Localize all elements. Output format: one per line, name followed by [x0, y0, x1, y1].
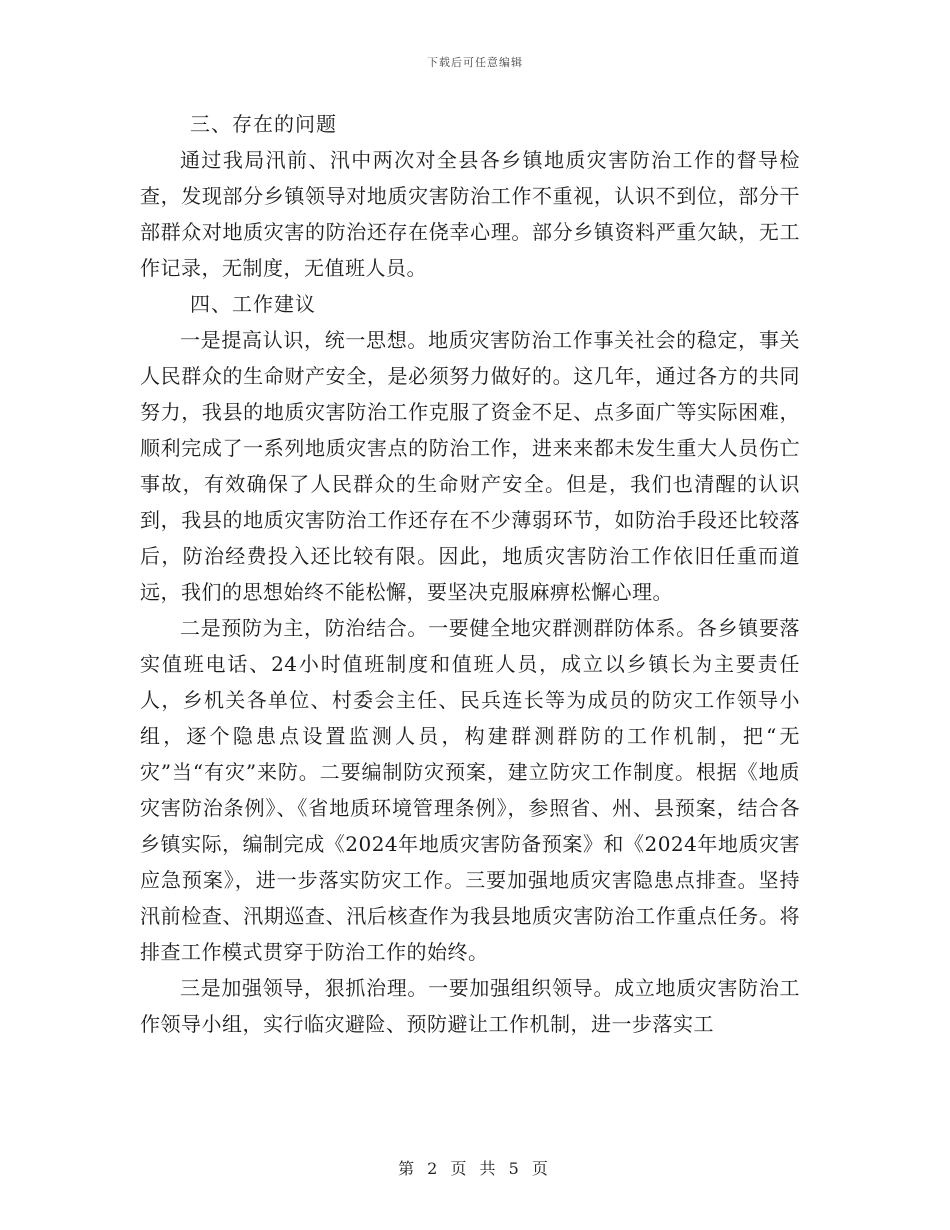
page-number-footer: 第 2 页 共 5 页: [398, 1159, 552, 1178]
paragraph-problems: 通过我局汛前、汛中两次对全县各乡镇地质灾害防治工作的督导检查，发现部分乡镇领导对地质灾害防治工作不重视，认识不到位，部分干部群众对地质灾害的防治还存在侥幸心理。部分乡镇资料严重欠缺，无工作记录，无制度，无值班人员。: [140, 148, 800, 280]
page-header: 下载后可任意编辑: [427, 56, 523, 69]
document-body: [140, 106, 800, 1042]
section-heading-problems: 三、存在的问题: [190, 112, 337, 136]
paragraph-suggestion-1: 一是提高认识，统一思想。地质灾害防治工作事关社会的稳定，事关人民群众的生命财产安全，是必须努力做好的。这几年，通过各方的共同努力，我县的地质灾害防治工作克服了资金不足、点多面广等实际困难，顺利完成了一系列地质灾害点的防治工作，进来来都未发生重大人员伤亡事故，有效确保了人民群众的生命财产安全。但是，我们也清醒的认识到，我县的地质灾害防治工作还存在不少薄弱环节，如防治手段还比较落后，防治经费投入还比较有限。因此，地质灾害防治工作依旧任重而道远，我们的思想始终不能松懈，要坚决克服麻痹松懈心理。: [140, 328, 800, 604]
section-heading-suggestions: 四、工作建议: [190, 292, 316, 316]
paragraph-suggestion-3: 三是加强领导，狠抓治理。一要加强组织领导。成立地质灾害防治工作领导小组，实行临灾避险、预防避让工作机制，进一步落实工: [140, 976, 800, 1036]
paragraph-suggestion-2: 二是预防为主，防治结合。一要健全地灾群测群防体系。各乡镇要落实值班电话、24小时值班制度和值班人员，成立以乡镇长为主要责任人，乡机关各单位、村委会主任、民兵连长等为成员的防灾工作领导小组，逐个隐患点设置监测人员，构建群测群防的工作机制，把“无灾”当“有灾”来防。二要编制防灾预案，建立防灾工作制度。根据《地质灾害防治条例》、《省地质环境管理条例》，参照省、州、县预案，结合各乡镇实际，编制完成《2024年地质灾害防备预案》和《2024年地质灾害应急预案》，进一步落实防灾工作。三要加强地质灾害隐患点排查。坚持汛前检查、汛期巡查、汛后核查作为我县地质灾害防治工作重点任务。将排查工作模式贯穿于防治工作的始终。: [140, 616, 800, 964]
